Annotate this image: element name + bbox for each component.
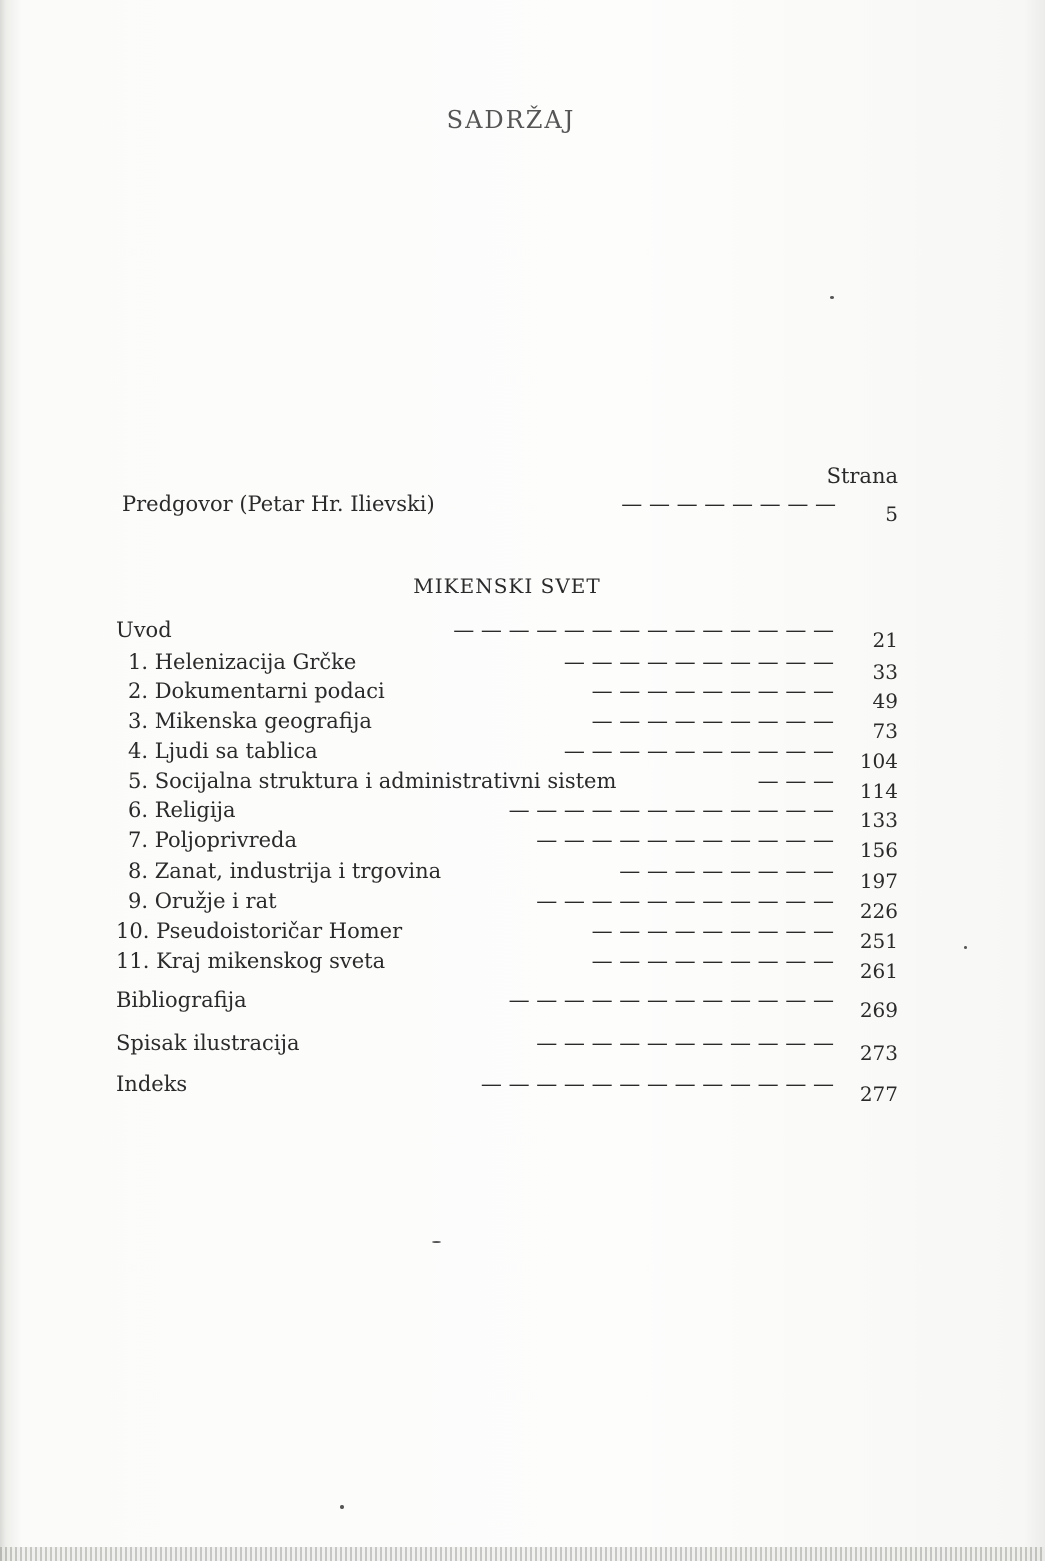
toc-leader-dashes: — — — — — — — — — — — — [536, 889, 834, 913]
toc-leader-dashes: — — — — — — — — — — [591, 919, 834, 943]
print-speck — [432, 1241, 441, 1243]
toc-leader-dashes: — — — — — — — — — — — — — — — [453, 618, 834, 642]
toc-page-number: 226 — [859, 899, 898, 923]
toc-leader-dashes: — — — — — — — — — — — [563, 739, 834, 763]
toc-page-number: 156 — [859, 838, 898, 862]
toc-page-number: 277 — [859, 1082, 898, 1106]
toc-entry-label: 5. Socijalna struktura i administrativni sistem — [128, 769, 617, 793]
toc-leader-dashes: — — — — — — — — — [619, 859, 834, 883]
page-column-label: Strana — [826, 464, 898, 488]
toc-page-number: 269 — [859, 998, 898, 1022]
toc-entry-label: 3. Mikenska geografija — [128, 709, 372, 733]
toc-page-number: 133 — [859, 808, 898, 832]
toc-page-number: 49 — [872, 689, 898, 713]
toc-entry-label: Indeks — [116, 1072, 188, 1096]
toc-leader-dashes: — — — — — — — — — — [591, 709, 834, 733]
toc-leader-dashes: — — — — — — — — — — [591, 679, 834, 703]
toc-leader-dashes: — — — — [757, 769, 834, 793]
toc-leader-dashes: — — — — — — — — — — — — — — [480, 1072, 834, 1096]
toc-page-number: 5 — [885, 502, 898, 526]
toc-leader-dashes: — — — — — — — — — — — — [536, 1031, 834, 1055]
toc-page-number: 33 — [872, 660, 898, 684]
toc-entry-label: 7. Poljoprivreda — [128, 828, 297, 852]
toc-entry-label: 9. Oružje i rat — [128, 889, 277, 913]
toc-entry-label: 1. Helenizacija Grčke — [128, 650, 357, 674]
toc-page-number: 114 — [859, 779, 898, 803]
toc-entry-label: 11. Kraj mikenskog sveta — [116, 949, 386, 973]
toc-entry-label: 10. Pseudoistoričar Homer — [116, 919, 403, 943]
toc-page-number: 251 — [859, 929, 898, 953]
toc-entry-label: Uvod — [116, 618, 172, 642]
toc-leader-dashes: — — — — — — — — — — — — — [508, 798, 834, 822]
toc-leader-dashes: — — — — — — — — — — — — — [508, 988, 834, 1012]
toc-leader-dashes: — — — — — — — — — — [591, 949, 834, 973]
toc-page-number: 197 — [859, 869, 898, 893]
toc-leader-dashes: — — — — — — — — — [621, 492, 836, 516]
toc-entry-label: Bibliografija — [116, 988, 247, 1012]
section-heading: MIKENSKI SVET — [413, 574, 601, 598]
print-speck — [964, 946, 967, 949]
toc-entry-label: Predgovor (Petar Hr. Ilievski) — [122, 492, 435, 516]
toc-page-number: 104 — [859, 749, 898, 773]
toc-entry-label: 4. Ljudi sa tablica — [128, 739, 318, 763]
print-speck — [340, 1505, 344, 1509]
page-title: SADRŽAJ — [446, 106, 576, 134]
toc-page-number: 73 — [872, 719, 898, 743]
toc-leader-dashes: — — — — — — — — — — — — [536, 828, 834, 852]
toc-page-number: 21 — [872, 628, 898, 652]
toc-entry-label: 2. Dokumentarni podaci — [128, 679, 385, 703]
toc-entry-label: 8. Zanat, industrija i trgovina — [128, 859, 442, 883]
toc-entry-label: 6. Religija — [128, 798, 236, 822]
print-speck — [830, 296, 834, 299]
toc-page-number: 261 — [859, 959, 898, 983]
toc-leader-dashes: — — — — — — — — — — — [563, 650, 834, 674]
toc-page-number: 273 — [859, 1041, 898, 1065]
page-edge-strip — [0, 1547, 1045, 1561]
toc-entry-label: Spisak ilustracija — [116, 1031, 300, 1055]
